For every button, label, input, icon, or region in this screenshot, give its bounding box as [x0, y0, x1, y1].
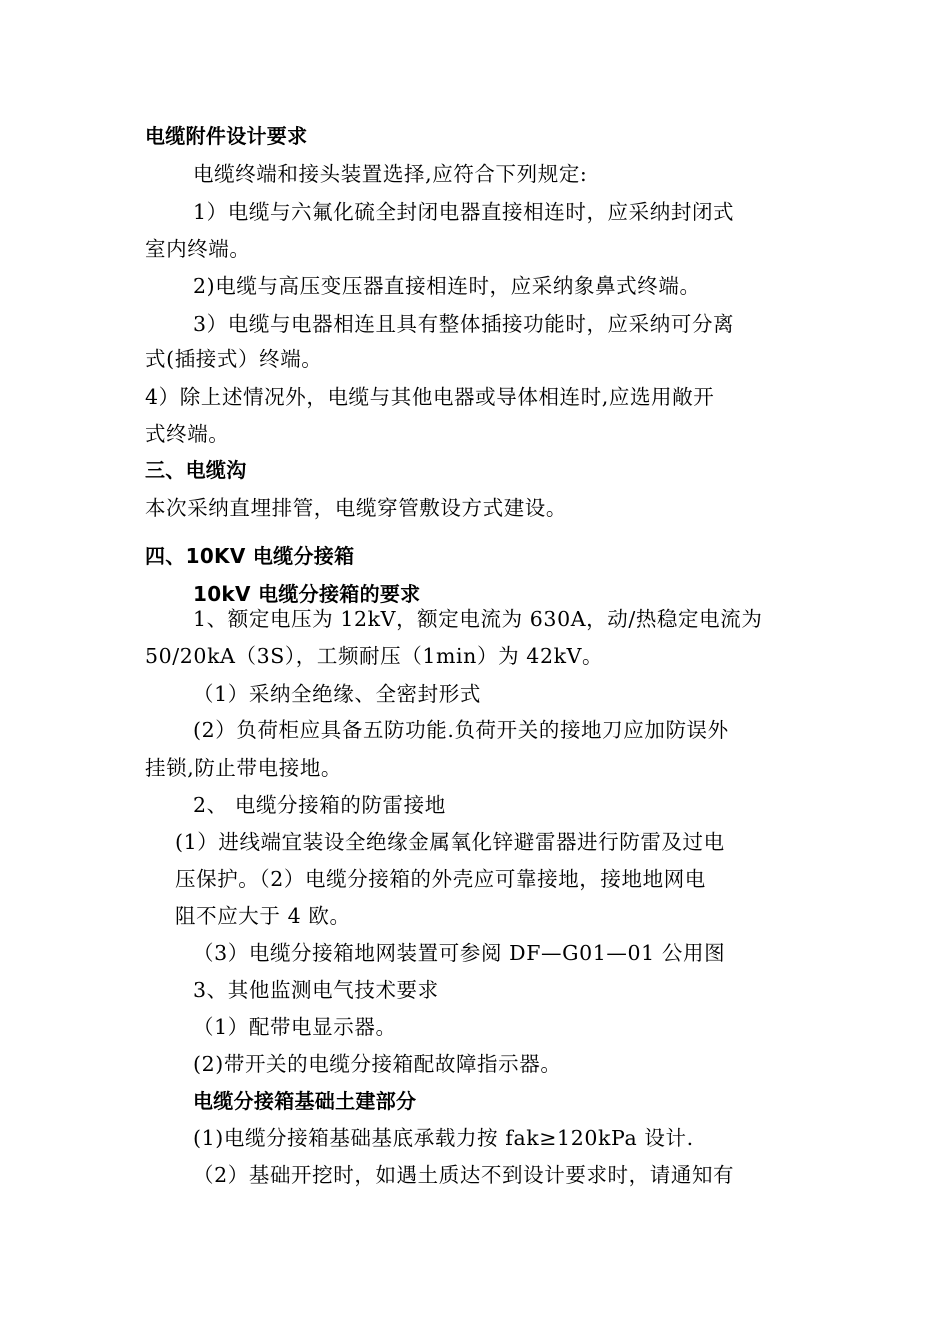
- heading-cable-trench: 三、电缆沟: [145, 458, 247, 482]
- item-2-sub-1-line-3: 阻不应大于 4 欧。: [175, 904, 351, 928]
- item-2-sub-1-line-2: 压保护。（2）电缆分接箱的外壳应可靠接地，接地地网电: [175, 867, 706, 891]
- foundation-item-1: (1)电缆分接箱基础基底承载力按 fak≥120kPa 设计.: [193, 1126, 694, 1150]
- item-3: 3、其他监测电气技术要求: [193, 978, 439, 1002]
- subheading-branch-box-requirements: 10kV 电缆分接箱的要求: [193, 582, 421, 606]
- paragraph-termination-selection: 电缆终端和接头装置选择,应符合下列规定:: [193, 162, 588, 186]
- rule-1-line-1: 1）电缆与六氟化硫全封闭电器直接相连时，应采纳封闭式: [193, 200, 735, 224]
- item-1-sub-2-line-1: (2）负荷柜应具备五防功能.负荷开关的接地刀应加防误外: [193, 718, 729, 742]
- foundation-item-2: （2）基础开挖时，如遇土质达不到设计要求时，请通知有: [193, 1163, 735, 1187]
- item-2-sub-3: （3）电缆分接箱地网装置可参阅 DF—G01—01 公用图: [193, 941, 726, 965]
- rule-4-line-2: 式终端。: [145, 422, 230, 446]
- item-3-sub-2: (2)带开关的电缆分接箱配故障指示器。: [193, 1052, 562, 1076]
- item-3-sub-1: （1）配带电显示器。: [193, 1015, 397, 1039]
- subheading-foundation-civil: 电缆分接箱基础土建部分: [193, 1089, 417, 1113]
- item-1-line-2: 50/20kA（3S），工频耐压（1min）为 42kV。: [145, 644, 604, 668]
- item-1-line-1: 1、额定电压为 12kV，额定电流为 630A，动/热稳定电流为: [193, 607, 763, 631]
- item-2: 2、 电缆分接箱的防雷接地: [193, 793, 446, 817]
- rule-2: 2)电缆与高压变压器直接相连时，应采纳象鼻式终端。: [193, 274, 701, 298]
- heading-cable-accessory-design: 电缆附件设计要求: [145, 124, 308, 148]
- rule-3-line-1: 3）电缆与电器相连且具有整体插接功能时，应采纳可分离: [193, 312, 735, 336]
- rule-4-line-1: 4）除上述情况外，电缆与其他电器或导体相连时,应选用敞开: [145, 385, 715, 409]
- rule-1-line-2: 室内终端。: [145, 237, 251, 261]
- item-1-sub-2-line-2: 挂锁,防止带电接地。: [145, 756, 343, 780]
- item-2-sub-1-line-1: (1）进线端宜装设全绝缘金属氧化锌避雷器进行防雷及过电: [175, 830, 725, 854]
- heading-10kv-branch-box: 四、10KV 电缆分接箱: [145, 544, 355, 568]
- paragraph-direct-burial: 本次采纳直埋排管，电缆穿管敷设方式建设。: [145, 496, 567, 520]
- rule-3-line-2: 式(插接式）终端。: [145, 347, 323, 371]
- item-1-sub-1: （1）采纳全绝缘、全密封形式: [193, 682, 481, 706]
